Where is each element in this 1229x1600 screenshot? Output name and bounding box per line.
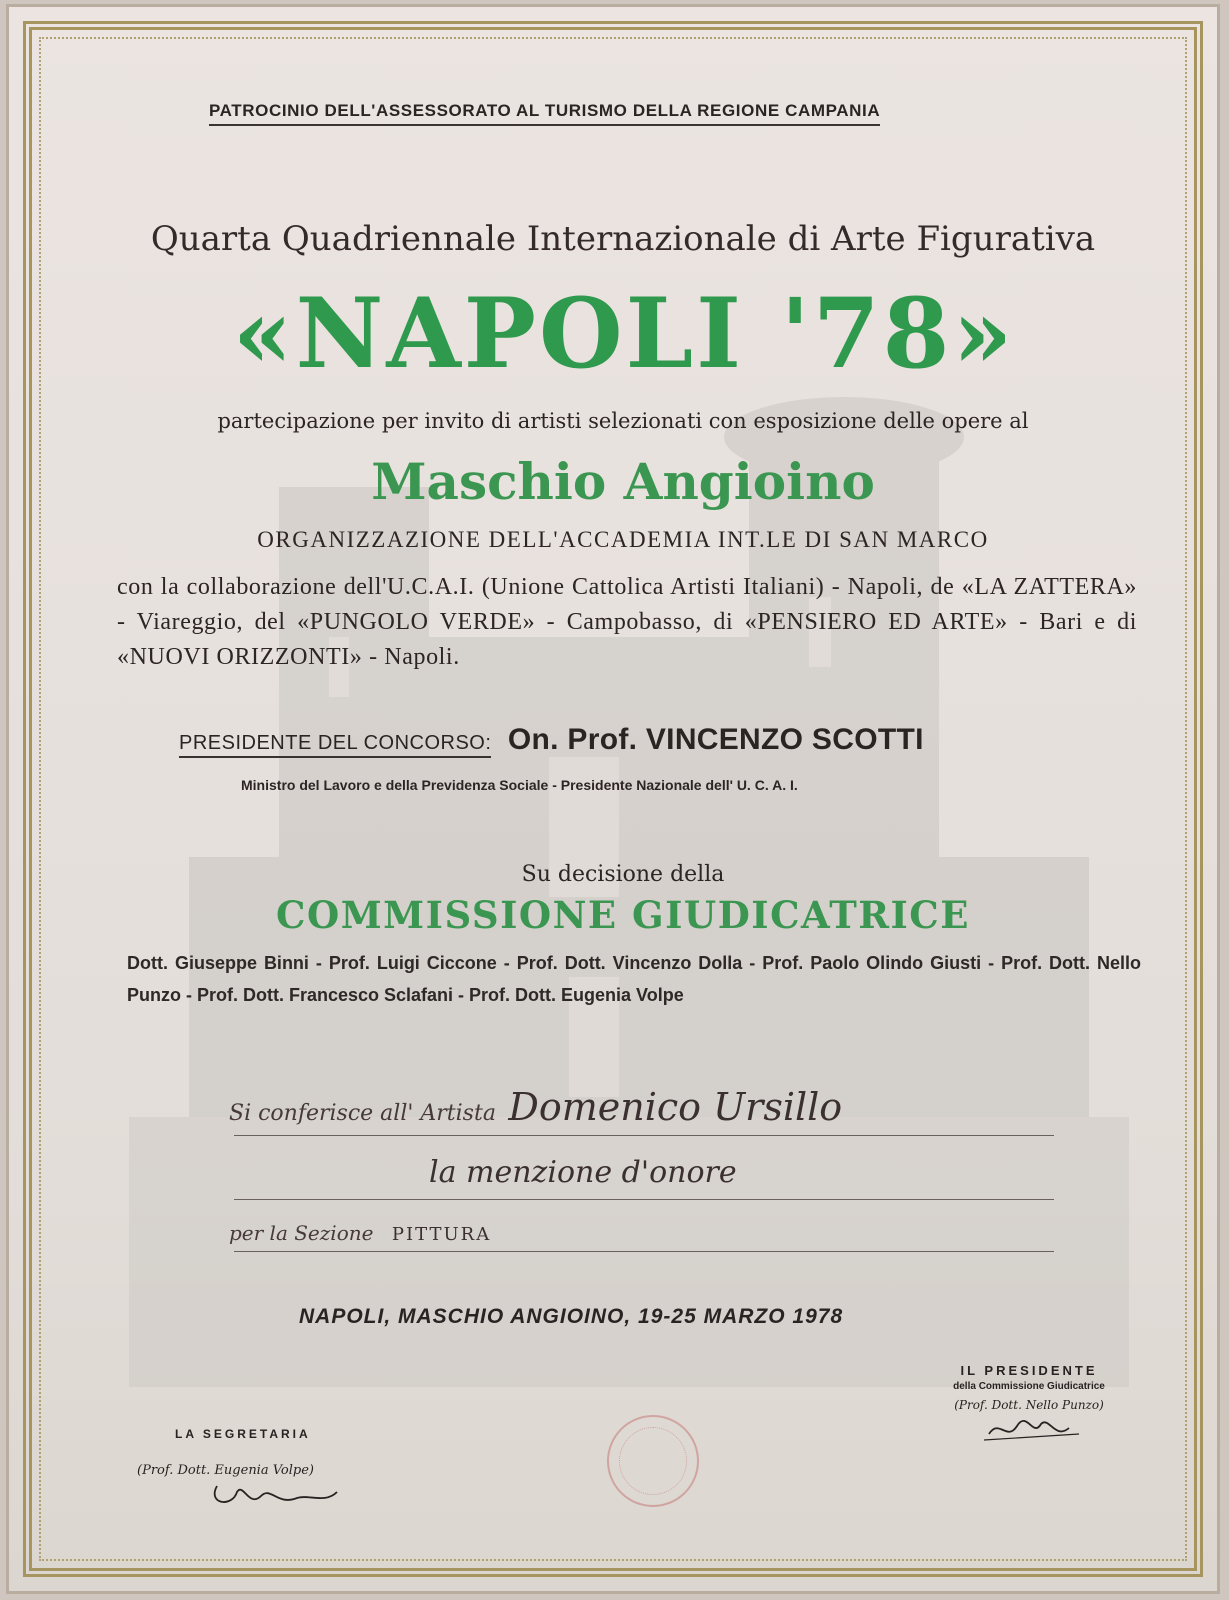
contest-president-name: On. Prof. VINCENZO SCOTTI [507,723,924,756]
jury-members: Dott. Giuseppe Binni - Prof. Luigi Ciccone - Prof. Dott. Vincenzo Dolla - Prof. Paolo Olindo Giusti - Prof. Dott. Nello Punzo - Prof. Dott. Francesco Sclafani - Prof. Dott. Eugenia Volpe [127,953,1141,1005]
date-place-line: NAPOLI, MASCHIO ANGIOINO, 19-25 MARZO 1978 [299,1305,844,1328]
jury-president-name: (Prof. Dott. Nello Punzo) [954,1398,1104,1412]
embossed-seal [607,1415,699,1507]
decision-intro: Su decisione della [521,862,725,887]
secretary-signature [137,1478,357,1514]
secretary-title: LA SEGRETARIA [175,1427,311,1441]
section-row [229,1221,491,1245]
fill-line [234,1251,1054,1252]
award-row [429,1155,737,1190]
certificate-sheet [6,4,1220,1594]
venue-name: Maschio Angioino [371,452,875,511]
award-name: la menzione d'onore [429,1155,737,1190]
secretary-signature-block [137,1427,387,1519]
patronage-line: PATROCINIO DELL'ASSESSORATO AL TURISMO DELLA REGIONE CAMPANIA [209,101,880,126]
contest-president-label: PRESIDENTE DEL CONCORSO: [179,732,491,758]
fill-line [234,1135,1054,1136]
jury-president-signature [969,1412,1089,1446]
section-name: PITTURA [391,1224,492,1245]
award-prefix: Si conferisce all' Artista [229,1101,496,1126]
collaboration-text: con la collaborazione dell'U.C.A.I. (Unione Cattolica Artisti Italiani) - Napoli, de «LA ZATTERA» - Viareggio, del «PUNGOLO VERDE» - Campobasso, di «PENSIERO ED ARTE» - Bari e di «NUOVI ORIZZONTI» - Napoli. [117,574,1137,670]
fill-line [234,1199,1054,1200]
contest-president-roles: Ministro del Lavoro e della Previdenza Sociale - Presidente Nazionale dell' U. C. A. I. [241,777,798,793]
jury-title: COMMISSIONE GIUDICATRICE [276,893,970,937]
award-artist-row [229,1085,842,1129]
jury-president-subtitle: della Commissione Giudicatrice [953,1381,1105,1392]
secretary-name: (Prof. Dott. Eugenia Volpe) [137,1463,314,1478]
artist-name: Domenico Ursillo [508,1085,843,1129]
contest-president-row [179,723,924,757]
jury-president-title: IL PRESIDENTE [960,1363,1098,1378]
event-series-title: Quarta Quadriennale Internazionale di Arte Figurativa [150,219,1096,259]
event-name: «NAPOLI '78» [232,277,1016,390]
jury-president-signature-block [914,1363,1144,1451]
participation-text: partecipazione per invito di artisti selezionati con esposizione delle opere al [217,409,1029,433]
organization-line: ORGANIZZAZIONE DELL'ACCADEMIA INT.LE DI SAN MARCO [257,527,989,552]
section-prefix: per la Sezione [229,1221,374,1245]
